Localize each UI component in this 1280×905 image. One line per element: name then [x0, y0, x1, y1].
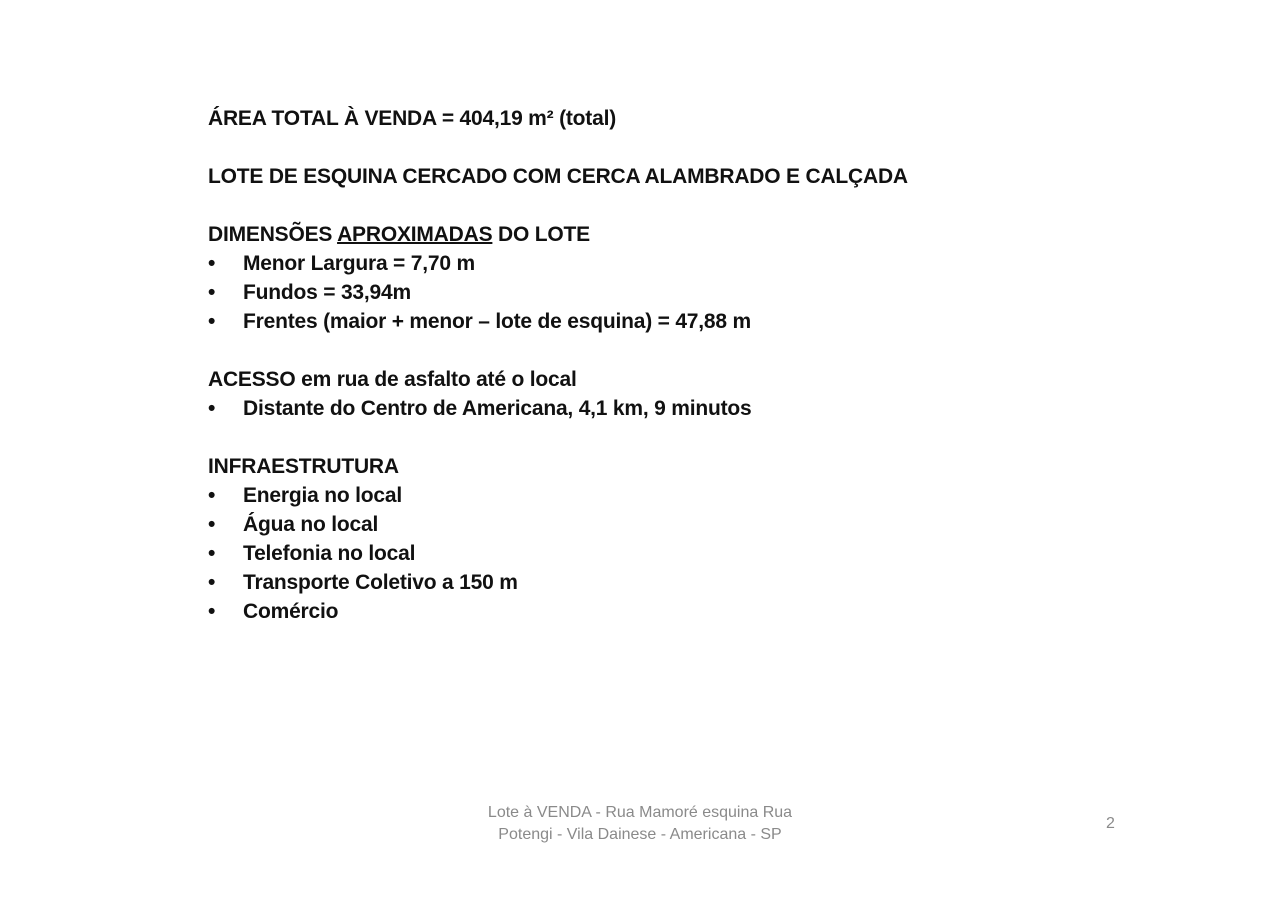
list-item — [208, 394, 1108, 423]
page-number: 2 — [1106, 815, 1115, 832]
dimensions-heading-post: DO LOTE — [492, 223, 590, 246]
dimension-item: Frentes (maior + menor – lote de esquina) = 47,88 m — [243, 310, 751, 333]
dimension-item: Fundos = 33,94m — [243, 281, 411, 304]
footer-line-1: Lote à VENDA - Rua Mamoré esquina Rua — [487, 804, 793, 821]
access-heading: ACESSO em rua de asfalto até o local — [208, 368, 577, 391]
bullet-icon: • — [208, 281, 216, 304]
slide-content — [208, 104, 1108, 626]
bullet-icon: • — [208, 513, 216, 536]
bullet-icon: • — [208, 542, 216, 565]
bullet-icon: • — [208, 571, 216, 594]
area-total: ÁREA TOTAL À VENDA = 404,19 m² (total) — [208, 107, 617, 130]
dimension-item: Menor Largura = 7,70 m — [243, 252, 475, 275]
access-item: Distante do Centro de Americana, 4,1 km, 9 minutos — [243, 397, 752, 420]
list-item — [208, 481, 1108, 510]
list-item — [208, 539, 1108, 568]
list-item — [208, 249, 1108, 278]
dimensions-heading — [208, 220, 1108, 249]
infra-heading: INFRAESTRUTURA — [208, 455, 399, 478]
dimensions-heading-underlined: APROXIMADAS — [337, 223, 493, 246]
list-item — [208, 510, 1108, 539]
infra-item: Energia no local — [243, 484, 403, 507]
lote-description: LOTE DE ESQUINA CERCADO COM CERCA ALAMBRADO E CALÇADA — [208, 165, 908, 188]
bullet-icon: • — [208, 397, 216, 420]
bullet-icon: • — [208, 600, 216, 623]
list-item — [208, 568, 1108, 597]
infra-item: Transporte Coletivo a 150 m — [243, 571, 518, 594]
infra-item: Telefonia no local — [243, 542, 416, 565]
list-item — [208, 278, 1108, 307]
footer-line-2: Potengi - Vila Dainese - Americana - SP — [498, 826, 782, 843]
bullet-icon: • — [208, 310, 216, 333]
infra-item: Comércio — [243, 600, 339, 623]
list-item — [208, 597, 1108, 626]
bullet-icon: • — [208, 484, 216, 507]
slide-footer — [440, 802, 840, 846]
dimensions-heading-pre: DIMENSÕES — [208, 223, 338, 246]
infra-item: Água no local — [243, 513, 379, 536]
list-item — [208, 307, 1108, 336]
bullet-icon: • — [208, 252, 216, 275]
